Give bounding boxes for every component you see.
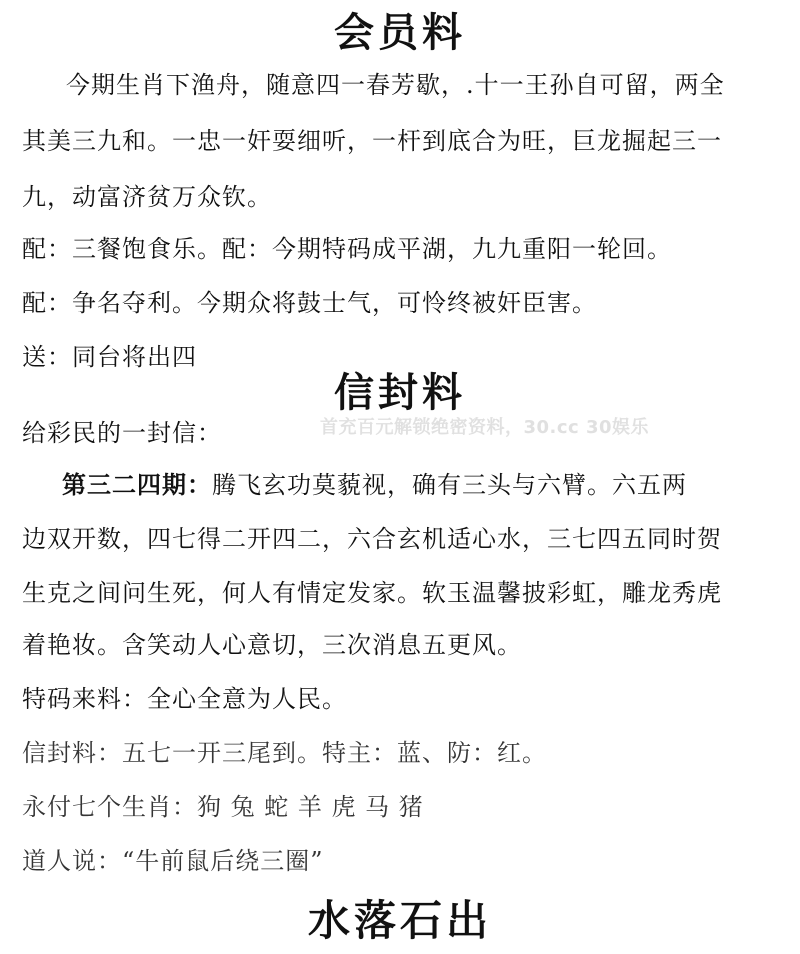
period-line [62,470,687,500]
text-line: 九，动富济贫万众钦。 [22,183,272,211]
letter-greeting: 给彩民的一封信： [22,419,222,447]
promo-watermark: 首充百元解锁绝密资料，30.cc 30娱乐 [320,417,650,438]
period-label: 第三二四期： [62,470,212,499]
text-line: 边双开数，四七得二开四二，六合玄机适心水，三七四五同时贺 [22,525,722,553]
text-line: 着艳妆。含笑动人心意切，三次消息五更风。 [22,631,522,659]
taoist-saying-line: 道人说：“牛前鼠后绕三圈” [22,847,324,875]
title-letter-material: 信封料 [334,369,466,416]
title-truth-revealed: 水落石出 [307,896,492,945]
special-code-line: 特码来料：全心全意为人民。 [22,685,347,713]
period-text: 腾飞玄功莫藐视，确有三头与六臂。六五两 [212,471,687,499]
title-member-material: 会员料 [334,9,466,56]
letter-material-line: 信封料：五七一开三尾到。特主：蓝、防：红。 [22,739,547,767]
text-line: 其美三九和。一忠一奸耍细听，一杆到底合为旺，巨龙掘起三一 [22,127,722,155]
zodiac-line: 永付七个生肖：狗 兔 蛇 羊 虎 马 猪 [22,793,424,821]
text-line: 配：三餐饱食乐。配：今期特码成平湖，九九重阳一轮回。 [22,235,672,263]
text-line: 生克之间问生死，何人有情定发家。软玉温馨披彩虹，雕龙秀虎 [22,579,722,607]
text-line: 配：争名夺利。今期众将鼓士气，可怜终被奸臣害。 [22,289,597,317]
text-line: 今期生肖下渔舟，随意四一春芳歇，.十一王孙自可留，两全 [66,71,725,99]
text-line: 送：同台将出四 [22,343,197,371]
